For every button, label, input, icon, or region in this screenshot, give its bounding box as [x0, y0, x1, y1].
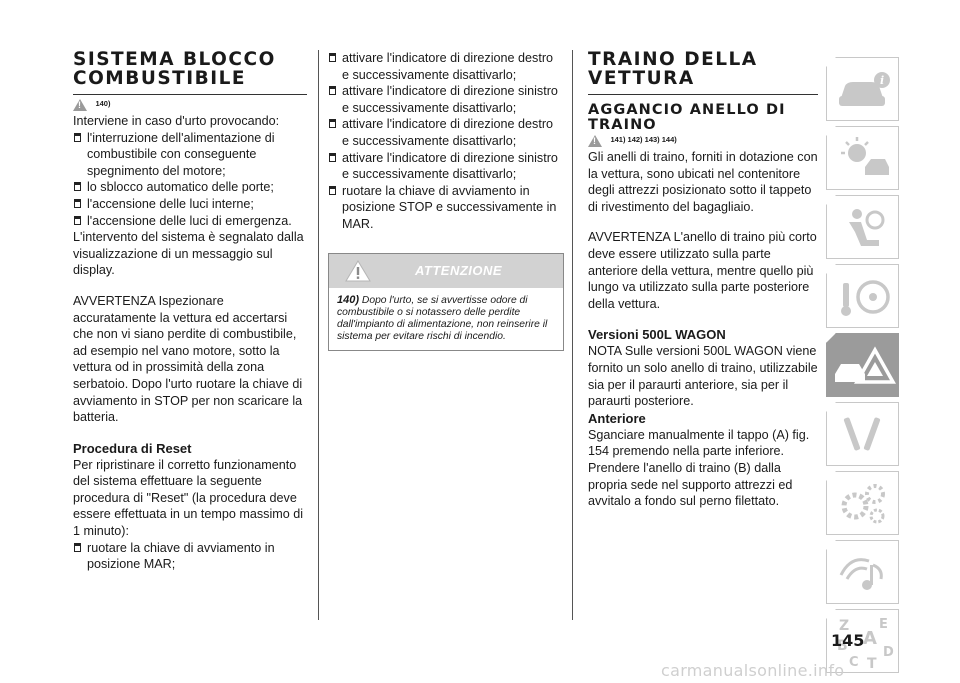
- attention-body: [329, 288, 563, 351]
- checkbox-bullet-icon: [74, 216, 81, 225]
- index-letter: T: [867, 656, 877, 672]
- list-item-text: lo sblocco automatico delle porte;: [87, 180, 274, 195]
- chapter-tab-emergency[interactable]: [826, 333, 899, 397]
- index-letter: B: [837, 638, 848, 654]
- list-item: [328, 83, 562, 116]
- heading-reset-procedure: Procedura di Reset: [73, 440, 192, 456]
- warning-references[interactable]: [588, 135, 818, 149]
- warning-triangle-icon: [588, 135, 602, 147]
- section-title-line2: COMBUSTIBILE: [73, 68, 247, 89]
- list-item: [328, 116, 562, 149]
- warning-triangle-icon: [73, 99, 87, 111]
- paragraph-front: Sganciare manualmente il tappo (A) fig. 154 premendo nella parte inferiore. Prendere l'anello di traino (B) dalla propria sede nel supporto attrezzi ed avvitalo a fondo sul perno filettato.: [588, 427, 810, 509]
- column-right: [588, 50, 818, 510]
- paragraph-signal: L'intervento del sistema è segnalato dalla visualizzazione di un messaggio sul display.: [73, 230, 304, 278]
- column-divider: [572, 50, 573, 620]
- warning-ref-number: 140): [95, 99, 111, 108]
- list-item-text: l'accensione delle luci di emergenza.: [87, 213, 292, 228]
- index-letter: E: [879, 617, 888, 632]
- paragraph-note: NOTA Sulle versioni 500L WAGON viene fornito un solo anello di traino, utilizzabile sia per il paraurti anteriore, sia per il paraurti posteriore.: [588, 344, 818, 409]
- chapter-tab-starting[interactable]: [826, 264, 899, 328]
- list-item-text: attivare l'indicatore di direzione destro e successivamente disattivarlo;: [342, 117, 554, 148]
- column-middle: [328, 50, 562, 351]
- paragraph-warning: AVVERTENZA L'anello di traino più corto deve essere utilizzato sulla parte anteriore della vettura, mentre quello più lungo va utilizzato sulla parte posteriore della vettura.: [588, 230, 817, 311]
- section-title-fuel-cutoff: [73, 50, 307, 95]
- list-item-text: attivare l'indicatore di direzione destro e successivamente disattivarlo;: [342, 51, 554, 82]
- paragraph-reset: Per ripristinare il corretto funzionamento del sistema effettuare la seguente procedura di "Reset" (la procedura deve essere effettuata in un tempo massimo di 1 minuto):: [73, 457, 304, 539]
- maintenance-tools-icon: [827, 403, 900, 467]
- list-item-text: attivare l'indicatore di direzione sinistro e successivamente disattivarlo;: [342, 84, 558, 115]
- list-item-text: attivare l'indicatore di direzione sinistro e successivamente disattivarlo;: [342, 150, 558, 182]
- section-title-line1: SISTEMA BLOCCO: [73, 49, 276, 70]
- checkbox-bullet-icon: [329, 86, 336, 95]
- list-item-text: l'accensione delle luci interne;: [87, 196, 254, 211]
- list-item: [73, 540, 307, 573]
- checkbox-bullet-icon: [329, 186, 336, 195]
- list-item: [73, 130, 307, 180]
- list-item: [73, 179, 307, 196]
- checkbox-bullet-icon: [74, 133, 81, 142]
- checkbox-bullet-icon: [74, 182, 81, 191]
- subsection-title-line1: AGGANCIO ANELLO DI: [588, 102, 786, 118]
- chapter-tab-car-info[interactable]: [826, 57, 899, 121]
- warning-ref-numbers: 141) 142) 143) 144): [610, 135, 677, 144]
- section-title-line2: VETTURA: [588, 68, 695, 89]
- attention-title: ATTENZIONE: [415, 262, 503, 278]
- subsection-title-tow-ring: [588, 103, 818, 133]
- heading-front: Anteriore: [588, 410, 646, 426]
- warning-triangle-icon: [345, 260, 371, 282]
- list-item: [328, 150, 562, 183]
- subsection-title-line2: TRAINO: [588, 117, 657, 133]
- attention-header: [329, 254, 563, 288]
- dashboard-lights-icon: [827, 127, 900, 191]
- index-letter: Z: [839, 618, 850, 634]
- chapter-tab-dashboard[interactable]: [826, 126, 899, 190]
- checkbox-bullet-icon: [74, 199, 81, 208]
- column-left: [73, 50, 307, 573]
- list-item-text: ruotare la chiave di avviamento in posizione STOP e successivamente in MAR.: [342, 183, 557, 231]
- paragraph-tow-rings: Gli anelli di traino, forniti in dotazione con la vettura, sono ubicati nel contenitore degli attrezzi posizionato sotto il tappeto di rivestimento del bagagliaio.: [588, 150, 818, 214]
- list-item-text: l'interruzione dell'alimentazione di combustibile con conseguente spegnimento del motore;: [87, 130, 275, 178]
- car-hazard-warning-icon: [827, 334, 900, 398]
- list-item: [73, 196, 307, 213]
- index-letter: A: [863, 628, 877, 649]
- svg-text:i: i: [880, 74, 885, 87]
- chapter-tab-multimedia[interactable]: [826, 540, 899, 604]
- index-letter: D: [883, 645, 894, 660]
- attention-text: Dopo l'urto, se si avvertisse odore di combustibile o si notassero delle perdite dall'impianto di alimentazione, non reinserire il sistema per evitare rischi di incendio.: [337, 294, 548, 343]
- column-divider: [318, 50, 319, 620]
- heading-versions-wagon: Versioni 500L WAGON: [588, 327, 726, 343]
- seat-airbag-icon: [827, 196, 900, 260]
- technical-data-gears-icon: [827, 472, 900, 536]
- car-info-icon: [827, 58, 900, 122]
- checkbox-bullet-icon: [329, 119, 336, 128]
- checkbox-bullet-icon: [74, 543, 81, 552]
- paragraph-warning: AVVERTENZA Ispezionare accuratamente la vettura ed accertarsi che non vi siano perdite di combustibile, ad esempio nel vano motore, sotto la vettura od in prossimità della zona serbatoio. Dopo l'urto ruotare la chiave di avviamento in STOP per non scaricare la batteria.: [73, 293, 303, 425]
- chapter-tab-maintenance[interactable]: [826, 402, 899, 466]
- intro-text: Interviene in caso d'urto provocando:: [73, 114, 280, 128]
- index-letter: C: [849, 655, 859, 670]
- chapter-tab-technical-data[interactable]: [826, 471, 899, 535]
- chapter-tab-safety[interactable]: [826, 195, 899, 259]
- watermark: carmanualsonline.info: [661, 661, 845, 680]
- multimedia-music-icon: [827, 541, 900, 605]
- list-item-text: ruotare la chiave di avviamento in posizione MAR;: [87, 540, 275, 572]
- list-item: [328, 50, 562, 83]
- list-item: [73, 213, 307, 230]
- warning-reference[interactable]: [73, 99, 307, 113]
- key-steering-wheel-icon: [827, 265, 900, 329]
- checkbox-bullet-icon: [329, 53, 336, 62]
- section-title-line1: TRAINO DELLA: [588, 49, 758, 70]
- attention-box: [328, 253, 564, 352]
- section-title-towing: [588, 50, 818, 95]
- list-item: [328, 183, 562, 233]
- page-number: 145: [831, 631, 865, 650]
- attention-number: 140): [337, 293, 360, 306]
- checkbox-bullet-icon: [329, 153, 336, 162]
